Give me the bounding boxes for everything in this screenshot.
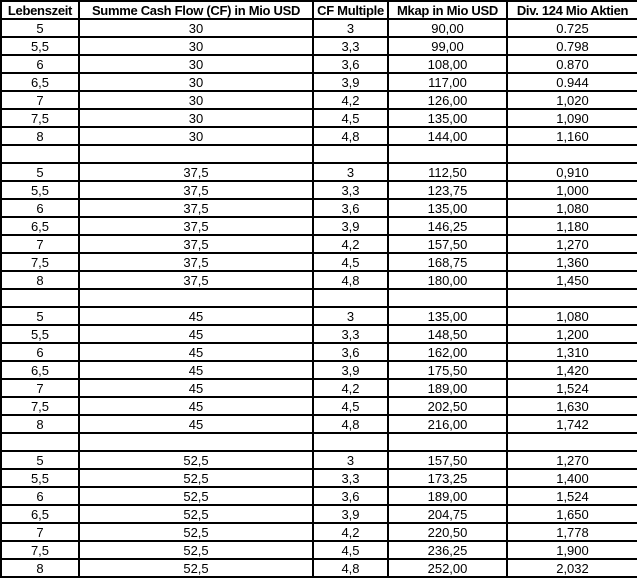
empty-cell[interactable] <box>1 145 79 163</box>
cell-lebenszeit[interactable]: 6,5 <box>1 505 79 523</box>
table-row <box>1 397 637 415</box>
table-row <box>1 415 637 433</box>
cell-cf-multiple[interactable]: 3,9 <box>313 217 388 235</box>
cell-dividend[interactable]: 1,420 <box>507 361 637 379</box>
cell-cf-multiple[interactable]: 4,5 <box>313 541 388 559</box>
cell-cf-multiple[interactable]: 3,3 <box>313 325 388 343</box>
table-row <box>1 55 637 73</box>
empty-cell[interactable] <box>388 145 507 163</box>
column-header-mkap[interactable]: Mkap in Mio USD <box>388 1 507 19</box>
cell-dividend[interactable]: 0.725 <box>507 19 637 37</box>
cell-dividend[interactable]: 0.798 <box>507 37 637 55</box>
cell-cf-multiple[interactable]: 3,6 <box>313 487 388 505</box>
cell-cf-multiple[interactable]: 4,8 <box>313 127 388 145</box>
cell-dividend[interactable]: 1,360 <box>507 253 637 271</box>
cell-cf-multiple[interactable]: 3 <box>313 307 388 325</box>
table-row <box>1 235 637 253</box>
cell-mkap[interactable]: 175,50 <box>388 361 507 379</box>
cell-dividend[interactable]: 1,524 <box>507 487 637 505</box>
cell-lebenszeit[interactable]: 7,5 <box>1 397 79 415</box>
cell-cash-flow[interactable]: 37,5 <box>79 181 313 199</box>
cell-dividend[interactable]: 1,080 <box>507 199 637 217</box>
cell-lebenszeit[interactable]: 6 <box>1 55 79 73</box>
table-row <box>1 19 637 37</box>
cell-cf-multiple[interactable]: 3,9 <box>313 361 388 379</box>
cell-cash-flow[interactable]: 37,5 <box>79 199 313 217</box>
cell-dividend[interactable]: 1,180 <box>507 217 637 235</box>
cell-mkap[interactable]: 112,50 <box>388 163 507 181</box>
cell-lebenszeit[interactable]: 7 <box>1 523 79 541</box>
table-row <box>1 469 637 487</box>
cell-dividend[interactable]: 1,630 <box>507 397 637 415</box>
cell-cf-multiple[interactable]: 3 <box>313 19 388 37</box>
cell-mkap[interactable]: 126,00 <box>388 91 507 109</box>
cell-cf-multiple[interactable]: 3,3 <box>313 181 388 199</box>
table-row <box>1 73 637 91</box>
empty-cell[interactable] <box>507 433 637 451</box>
cell-lebenszeit[interactable]: 7,5 <box>1 253 79 271</box>
cell-lebenszeit[interactable]: 7,5 <box>1 541 79 559</box>
cell-mkap[interactable]: 157,50 <box>388 451 507 469</box>
cell-lebenszeit[interactable]: 8 <box>1 271 79 289</box>
column-header-summe-cash-flow[interactable]: Summe Cash Flow (CF) in Mio USD <box>79 1 313 19</box>
cell-lebenszeit[interactable]: 5,5 <box>1 181 79 199</box>
cell-cash-flow[interactable]: 45 <box>79 325 313 343</box>
cell-cash-flow[interactable]: 45 <box>79 307 313 325</box>
cell-lebenszeit[interactable]: 6,5 <box>1 217 79 235</box>
cell-lebenszeit[interactable]: 6,5 <box>1 73 79 91</box>
cell-cash-flow[interactable]: 30 <box>79 91 313 109</box>
cell-cash-flow[interactable]: 52,5 <box>79 505 313 523</box>
cell-mkap[interactable]: 204,75 <box>388 505 507 523</box>
empty-cell[interactable] <box>79 289 313 307</box>
cell-cf-multiple[interactable]: 4,5 <box>313 253 388 271</box>
cell-dividend[interactable]: 1,020 <box>507 91 637 109</box>
cell-lebenszeit[interactable]: 8 <box>1 559 79 577</box>
cell-mkap[interactable]: 162,00 <box>388 343 507 361</box>
cell-dividend[interactable]: 1,900 <box>507 541 637 559</box>
cell-dividend[interactable]: 0.944 <box>507 73 637 91</box>
cell-lebenszeit[interactable]: 6 <box>1 343 79 361</box>
table-row <box>1 217 637 235</box>
table-row <box>1 181 637 199</box>
cell-cash-flow[interactable]: 30 <box>79 19 313 37</box>
cell-cash-flow[interactable]: 30 <box>79 37 313 55</box>
cell-lebenszeit[interactable]: 7 <box>1 235 79 253</box>
cell-cash-flow[interactable]: 37,5 <box>79 217 313 235</box>
cell-cf-multiple[interactable]: 3,3 <box>313 37 388 55</box>
cell-dividend[interactable]: 1,090 <box>507 109 637 127</box>
cell-cf-multiple[interactable]: 3,6 <box>313 343 388 361</box>
cell-dividend[interactable]: 1,778 <box>507 523 637 541</box>
cell-lebenszeit[interactable]: 5 <box>1 163 79 181</box>
cell-dividend[interactable]: 1,270 <box>507 235 637 253</box>
cell-mkap[interactable]: 135,00 <box>388 307 507 325</box>
cell-cf-multiple[interactable]: 4,2 <box>313 379 388 397</box>
empty-cell[interactable] <box>507 289 637 307</box>
cell-dividend[interactable]: 0.870 <box>507 55 637 73</box>
cell-cash-flow[interactable]: 52,5 <box>79 541 313 559</box>
cell-lebenszeit[interactable]: 8 <box>1 415 79 433</box>
cell-mkap[interactable]: 108,00 <box>388 55 507 73</box>
cell-dividend[interactable]: 0,910 <box>507 163 637 181</box>
cell-cf-multiple[interactable]: 3,9 <box>313 505 388 523</box>
cell-dividend[interactable]: 1,524 <box>507 379 637 397</box>
cell-mkap[interactable]: 144,00 <box>388 127 507 145</box>
table-row <box>1 307 637 325</box>
cell-cf-multiple[interactable]: 4,5 <box>313 397 388 415</box>
table-row <box>1 487 637 505</box>
table-row <box>1 199 637 217</box>
table-row <box>1 253 637 271</box>
table-row <box>1 361 637 379</box>
cell-mkap[interactable]: 146,25 <box>388 217 507 235</box>
table-row <box>1 91 637 109</box>
cell-cf-multiple[interactable]: 4,8 <box>313 271 388 289</box>
cell-cash-flow[interactable]: 45 <box>79 343 313 361</box>
cell-cf-multiple[interactable]: 4,2 <box>313 235 388 253</box>
empty-cell[interactable] <box>313 145 388 163</box>
cell-lebenszeit[interactable]: 5,5 <box>1 325 79 343</box>
cell-mkap[interactable]: 135,00 <box>388 199 507 217</box>
cell-dividend[interactable]: 1,742 <box>507 415 637 433</box>
table-row <box>1 325 637 343</box>
cell-cf-multiple[interactable]: 3,9 <box>313 73 388 91</box>
cell-cf-multiple[interactable]: 3,3 <box>313 469 388 487</box>
empty-cell[interactable] <box>1 289 79 307</box>
cell-cash-flow[interactable]: 45 <box>79 379 313 397</box>
cell-cash-flow[interactable]: 30 <box>79 55 313 73</box>
column-header-div-aktien[interactable]: Div. 124 Mio Aktien <box>507 1 637 19</box>
cell-mkap[interactable]: 220,50 <box>388 523 507 541</box>
cell-mkap[interactable]: 157,50 <box>388 235 507 253</box>
cell-cf-multiple[interactable]: 4,8 <box>313 415 388 433</box>
empty-cell[interactable] <box>79 433 313 451</box>
table-row <box>1 127 637 145</box>
table-row <box>1 559 637 577</box>
cell-lebenszeit[interactable]: 5,5 <box>1 469 79 487</box>
cell-cash-flow[interactable]: 37,5 <box>79 235 313 253</box>
cell-dividend[interactable]: 1,310 <box>507 343 637 361</box>
cell-mkap[interactable]: 252,00 <box>388 559 507 577</box>
cell-dividend[interactable]: 1,160 <box>507 127 637 145</box>
cell-lebenszeit[interactable]: 6 <box>1 199 79 217</box>
cell-cf-multiple[interactable]: 4,2 <box>313 91 388 109</box>
table-row <box>1 523 637 541</box>
column-header-cf-multiple[interactable]: CF Multiple <box>313 1 388 19</box>
cell-mkap[interactable]: 236,25 <box>388 541 507 559</box>
cell-lebenszeit[interactable]: 5 <box>1 307 79 325</box>
table-row <box>1 343 637 361</box>
cell-mkap[interactable]: 123,75 <box>388 181 507 199</box>
cell-mkap[interactable]: 117,00 <box>388 73 507 91</box>
cell-mkap[interactable]: 189,00 <box>388 487 507 505</box>
table-row <box>1 505 637 523</box>
cell-cash-flow[interactable]: 52,5 <box>79 469 313 487</box>
cell-lebenszeit[interactable]: 7,5 <box>1 109 79 127</box>
cell-cash-flow[interactable]: 37,5 <box>79 271 313 289</box>
cell-cash-flow[interactable]: 30 <box>79 127 313 145</box>
cell-cash-flow[interactable]: 30 <box>79 109 313 127</box>
empty-cell[interactable] <box>388 433 507 451</box>
cell-mkap[interactable]: 148,50 <box>388 325 507 343</box>
cell-cash-flow[interactable]: 45 <box>79 361 313 379</box>
table-row <box>1 271 637 289</box>
cell-cash-flow[interactable]: 52,5 <box>79 523 313 541</box>
header-row <box>1 1 637 19</box>
cell-lebenszeit[interactable]: 7 <box>1 91 79 109</box>
cell-dividend[interactable]: 1,400 <box>507 469 637 487</box>
cell-mkap[interactable]: 99,00 <box>388 37 507 55</box>
cell-lebenszeit[interactable]: 5 <box>1 451 79 469</box>
cell-mkap[interactable]: 90,00 <box>388 19 507 37</box>
cell-mkap[interactable]: 168,75 <box>388 253 507 271</box>
cell-dividend[interactable]: 1,270 <box>507 451 637 469</box>
empty-cell[interactable] <box>388 289 507 307</box>
separator-row <box>1 289 637 307</box>
cell-cash-flow[interactable]: 52,5 <box>79 559 313 577</box>
table-row <box>1 163 637 181</box>
cell-cf-multiple[interactable]: 4,2 <box>313 523 388 541</box>
empty-cell[interactable] <box>507 145 637 163</box>
cell-cash-flow[interactable]: 52,5 <box>79 451 313 469</box>
cell-cash-flow[interactable]: 45 <box>79 415 313 433</box>
empty-cell[interactable] <box>313 289 388 307</box>
separator-row <box>1 433 637 451</box>
cell-mkap[interactable]: 173,25 <box>388 469 507 487</box>
cell-cf-multiple[interactable]: 4,5 <box>313 109 388 127</box>
cell-dividend[interactable]: 2,032 <box>507 559 637 577</box>
table-row <box>1 451 637 469</box>
empty-cell[interactable] <box>79 145 313 163</box>
cell-cf-multiple[interactable]: 3 <box>313 163 388 181</box>
cell-cf-multiple[interactable]: 3,6 <box>313 199 388 217</box>
cell-lebenszeit[interactable]: 5 <box>1 19 79 37</box>
cell-lebenszeit[interactable]: 5,5 <box>1 37 79 55</box>
cell-dividend[interactable]: 1,200 <box>507 325 637 343</box>
separator-row <box>1 145 637 163</box>
cell-dividend[interactable]: 1,650 <box>507 505 637 523</box>
cell-cash-flow[interactable]: 37,5 <box>79 253 313 271</box>
cell-cash-flow[interactable]: 30 <box>79 73 313 91</box>
cell-mkap[interactable]: 189,00 <box>388 379 507 397</box>
table-row <box>1 379 637 397</box>
table-row <box>1 37 637 55</box>
cell-lebenszeit[interactable]: 6,5 <box>1 361 79 379</box>
table-row <box>1 109 637 127</box>
cell-cf-multiple[interactable]: 3 <box>313 451 388 469</box>
empty-cell[interactable] <box>1 433 79 451</box>
cell-mkap[interactable]: 135,00 <box>388 109 507 127</box>
table-body <box>1 19 637 577</box>
cell-cf-multiple[interactable]: 3,6 <box>313 55 388 73</box>
cell-cf-multiple[interactable]: 4,8 <box>313 559 388 577</box>
cell-lebenszeit[interactable]: 8 <box>1 127 79 145</box>
cell-mkap[interactable]: 216,00 <box>388 415 507 433</box>
cell-dividend[interactable]: 1,000 <box>507 181 637 199</box>
cell-dividend[interactable]: 1,080 <box>507 307 637 325</box>
cell-mkap[interactable]: 202,50 <box>388 397 507 415</box>
cell-cash-flow[interactable]: 45 <box>79 397 313 415</box>
cell-lebenszeit[interactable]: 6 <box>1 487 79 505</box>
cell-lebenszeit[interactable]: 7 <box>1 379 79 397</box>
cell-cash-flow[interactable]: 37,5 <box>79 163 313 181</box>
column-header-lebenszeit[interactable]: Lebenszeit <box>1 1 79 19</box>
cell-cash-flow[interactable]: 52,5 <box>79 487 313 505</box>
cell-mkap[interactable]: 180,00 <box>388 271 507 289</box>
empty-cell[interactable] <box>313 433 388 451</box>
cell-dividend[interactable]: 1,450 <box>507 271 637 289</box>
table-header <box>1 1 637 19</box>
table-row <box>1 541 637 559</box>
